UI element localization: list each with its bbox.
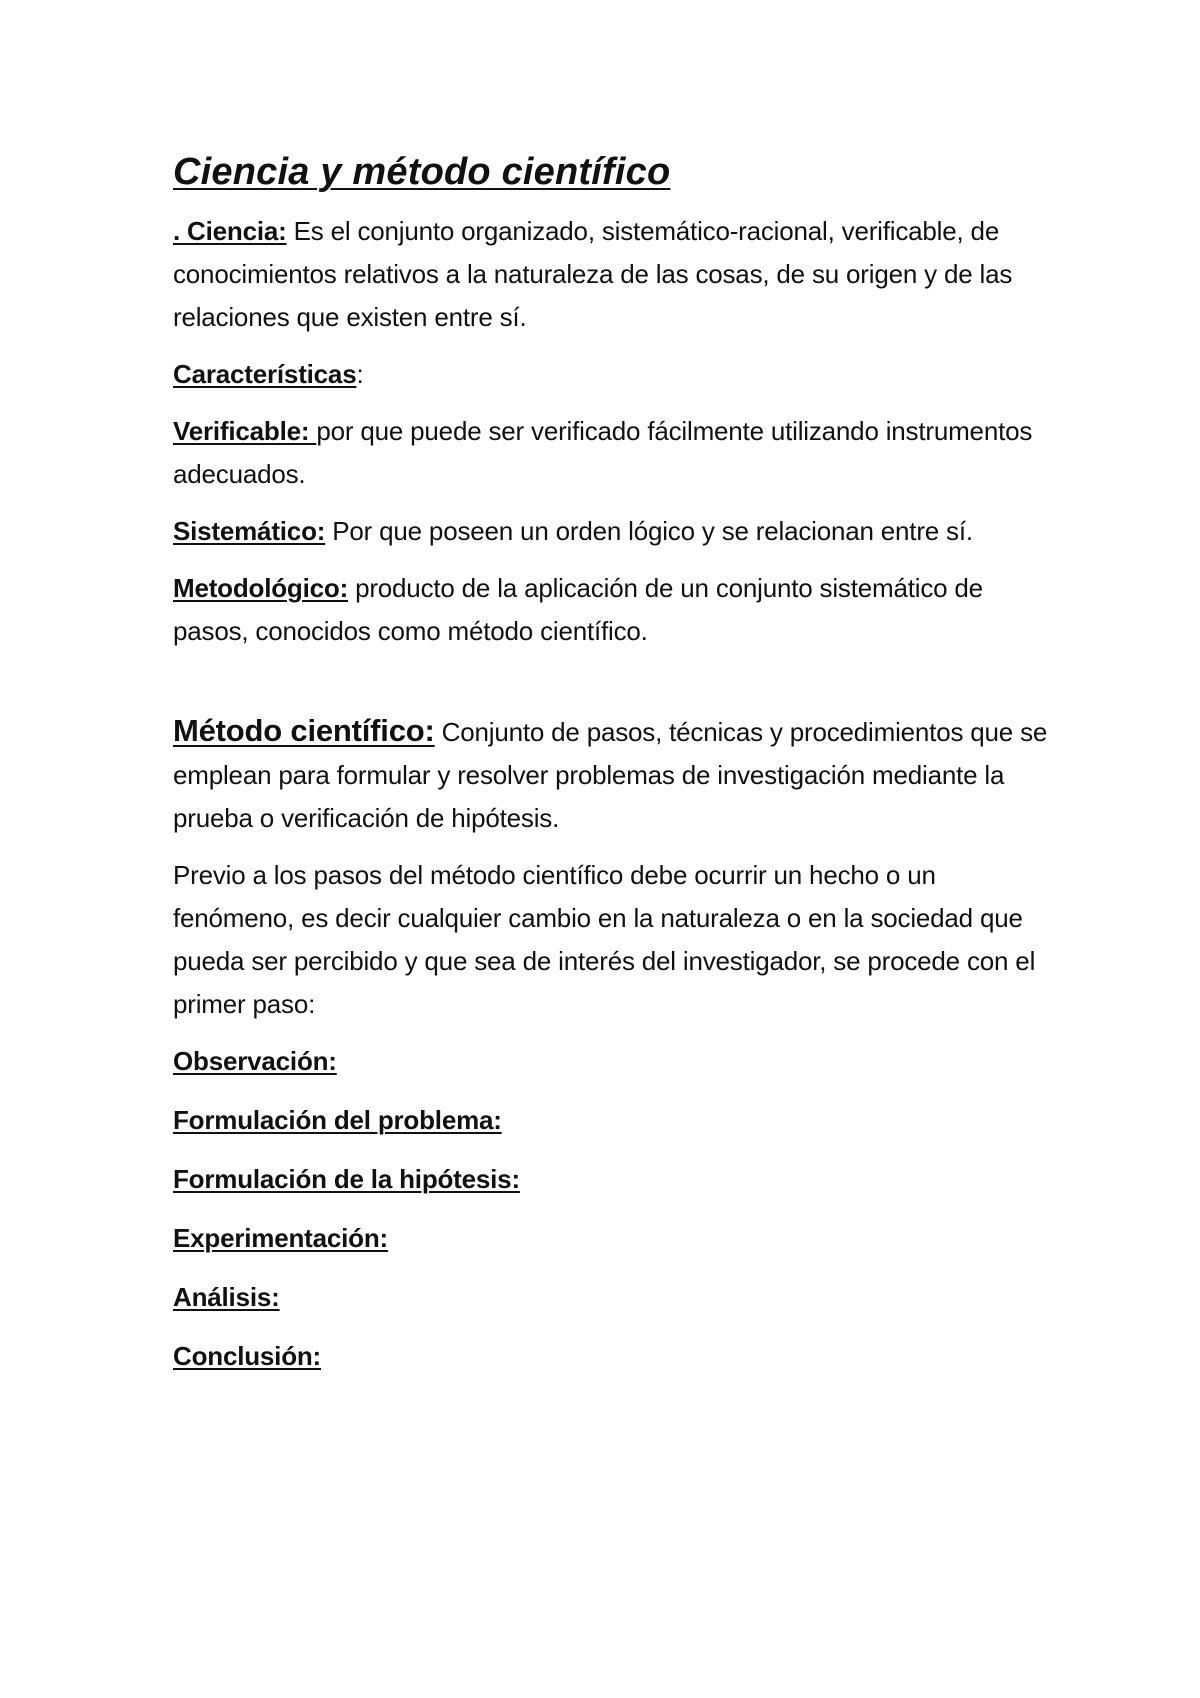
step-label: Conclusión: [173,1340,322,1371]
feature-text: Por que poseen un orden lógico y se relacionan entre sí. [325,515,973,546]
ciencia-definition: Es el conjunto organizado, sistemático-racional, verificable, de conocimientos relativos a la naturaleza de las cosas, de su origen y de las relaciones que existen entre sí. [173,215,1013,332]
caracteristicas-heading [173,353,1053,396]
metodo-label: Método científico: [173,712,435,748]
step-conclusion [173,1335,1053,1378]
ciencia-label: . Ciencia: [173,215,287,246]
ciencia-paragraph [173,210,1053,339]
step-analisis [173,1276,1053,1319]
step-label: Experimentación: [173,1222,388,1253]
step-label: Formulación de la hipótesis: [173,1163,520,1194]
feature-text: producto de la aplicación de un conjunto sistemático de pasos, conocidos como método científico. [173,572,983,646]
caracteristicas-label: Características [173,358,357,389]
document-page [173,150,1053,1394]
feature-metodologico [173,567,1053,653]
section-spacer [173,667,1053,709]
step-label: Formulación del problema: [173,1104,502,1135]
step-label: Observación: [173,1045,337,1076]
step-observacion [173,1040,1053,1083]
feature-label: Metodológico: [173,572,349,603]
document-title: Ciencia y método científico [173,151,671,193]
step-formulacion-problema [173,1099,1053,1142]
feature-sistematico [173,510,1053,553]
step-formulacion-hipotesis [173,1158,1053,1201]
metodo-definition: Conjunto de pasos, técnicas y procedimientos que se emplean para formular y resolver problemas de investigación mediante la prueba o verificación de hipótesis. [173,716,1048,833]
feature-verificable [173,410,1053,496]
step-experimentacion [173,1217,1053,1260]
metodo-paragraph [173,709,1053,840]
caracteristicas-colon: : [356,358,364,389]
step-label: Análisis: [173,1281,280,1312]
feature-label: Sistemático: [173,515,326,546]
feature-label: Verificable: [173,415,317,446]
feature-text: por que puede ser verificado fácilmente utilizando instrumentos adecuados. [173,415,1033,489]
previo-paragraph: Previo a los pasos del método científico debe ocurrir un hecho o un fenómeno, es decir cualquier cambio en la naturaleza o en la sociedad que pueda ser percibido y que sea de interés del investigador, se procede con el primer paso: [173,859,1036,1019]
